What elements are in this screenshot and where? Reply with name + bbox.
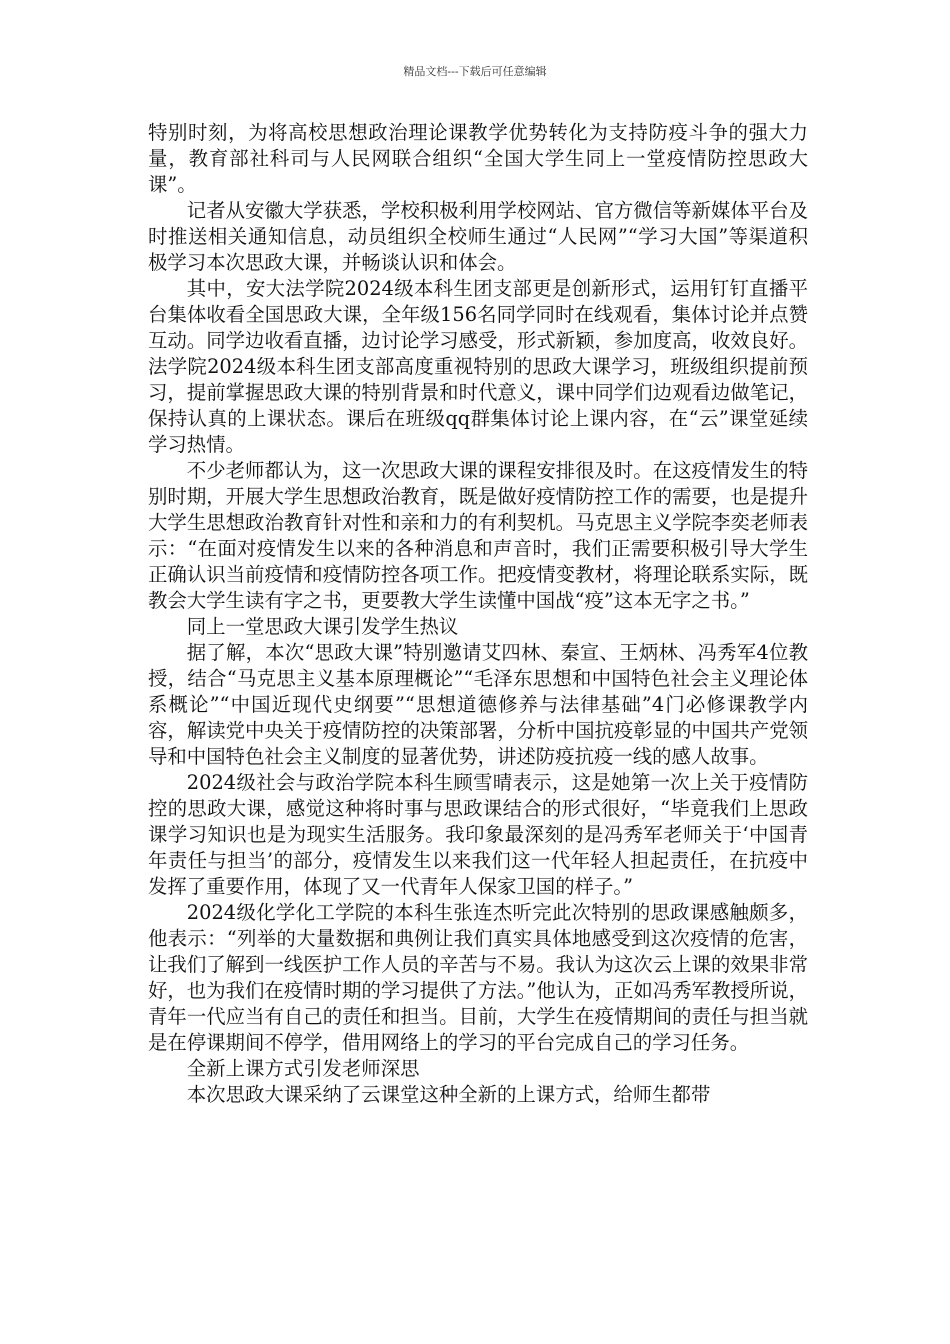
subheading-student-discussion: 同上一堂思政大课引发学生热议 bbox=[186, 615, 459, 638]
document-body bbox=[148, 120, 808, 1108]
paragraph-cloud-classroom: 本次思政大课采纳了云课堂这种全新的上课方式，给师生都带 bbox=[186, 1083, 711, 1106]
paragraph-course-content: 据了解，本次“思政大课”特别邀请艾四林、秦宣、王炳林、冯秀军4位教授，结合“马克思主义基本原理概论”“毛泽东思想和中国特色社会主义理论体系概论”“中国近现代史纲要”“思想道德修养与法律基础”4门必修课教学内容，解读党中央关于疫情防控的决策部署，分析中国抗疫彰显的中国共产党领导和中国特色社会主义制度的显著优势，讲述防疫抗疫一线的感人故事。 bbox=[148, 641, 808, 768]
page-header: 精品文档---下载后可任意编辑 bbox=[403, 65, 547, 78]
subheading-teacher-reflection: 全新上课方式引发老师深思 bbox=[186, 1057, 420, 1080]
paragraph-anhui-university: 记者从安徽大学获悉，学校积极利用学校网站、官方微信等新媒体平台及时推送相关通知信息，动员组织全校师生通过“人民网”“学习大国”等渠道积极学习本次思政大课，并畅谈认识和体会。 bbox=[148, 199, 808, 274]
paragraph-intro: 特别时刻，为将高校思想政治理论课教学优势转化为支持防疫斗争的强大力量，教育部社科司与人民网联合组织“全国大学生同上一堂疫情防控思政大课”。 bbox=[148, 121, 808, 196]
paragraph-student-gu: 2024级社会与政治学院本科生顾雪晴表示，这是她第一次上关于疫情防控的思政大课，感觉这种将时事与思政课结合的形式很好，“毕竟我们上思政课学习知识也是为现实生活服务。我印象最深刻的是冯秀军老师关于‘中国青年责任与担当’的部分，疫情发生以来我们这一代年轻人担起责任，在抗疫中发挥了重要作用，体现了又一代青年人保家卫国的样子。” bbox=[148, 771, 808, 898]
paragraph-law-school: 其中，安大法学院2024级本科生团支部更是创新形式，运用钉钉直播平台集体收看全国思政大课，全年级156名同学同时在线观看，集体讨论并点赞互动。同学边收看直播，边讨论学习感受，形式新颖，参加度高，收效良好。法学院2024级本科生团支部高度重视特别的思政大课学习，班级组织提前预习，提前掌握思政大课的特别背景和时代意义，课中同学们边观看边做笔记，保持认真的上课状态。课后在班级qq群集体讨论上课内容，在“云”课堂延续学习热情。 bbox=[148, 277, 808, 456]
paragraph-student-zhang: 2024级化学化工学院的本科生张连杰听完此次特别的思政课感触颇多，他表示：“列举的大量数据和典例让我们真实具体地感受到这次疫情的危害，让我们了解到一线医护工作人员的辛苦与不易。我认为这次云上课的效果非常好，也为我们在疫情时期的学习提供了方法。”他认为，正如冯秀军教授所说，青年一代应当有自己的责任和担当。目前，大学生在疫情期间的责任与担当就是在停课期间不停学，借用网络上的学习的平台完成自己的学习任务。 bbox=[148, 901, 808, 1054]
paragraph-teachers-view: 不少老师都认为，这一次思政大课的课程安排很及时。在这疫情发生的特别时期，开展大学生思想政治教育，既是做好疫情防控工作的需要，也是提升大学生思想政治教育针对性和亲和力的有利契机。马克思主义学院李奕老师表示：“在面对疫情发生以来的各种消息和声音时，我们正需要积极引导大学生正确认识当前疫情和疫情防控各项工作。把疫情变教材，将理论联系实际，既教会大学生读有字之书，更要教大学生读懂中国战“疫”这本无字之书。” bbox=[148, 459, 808, 612]
